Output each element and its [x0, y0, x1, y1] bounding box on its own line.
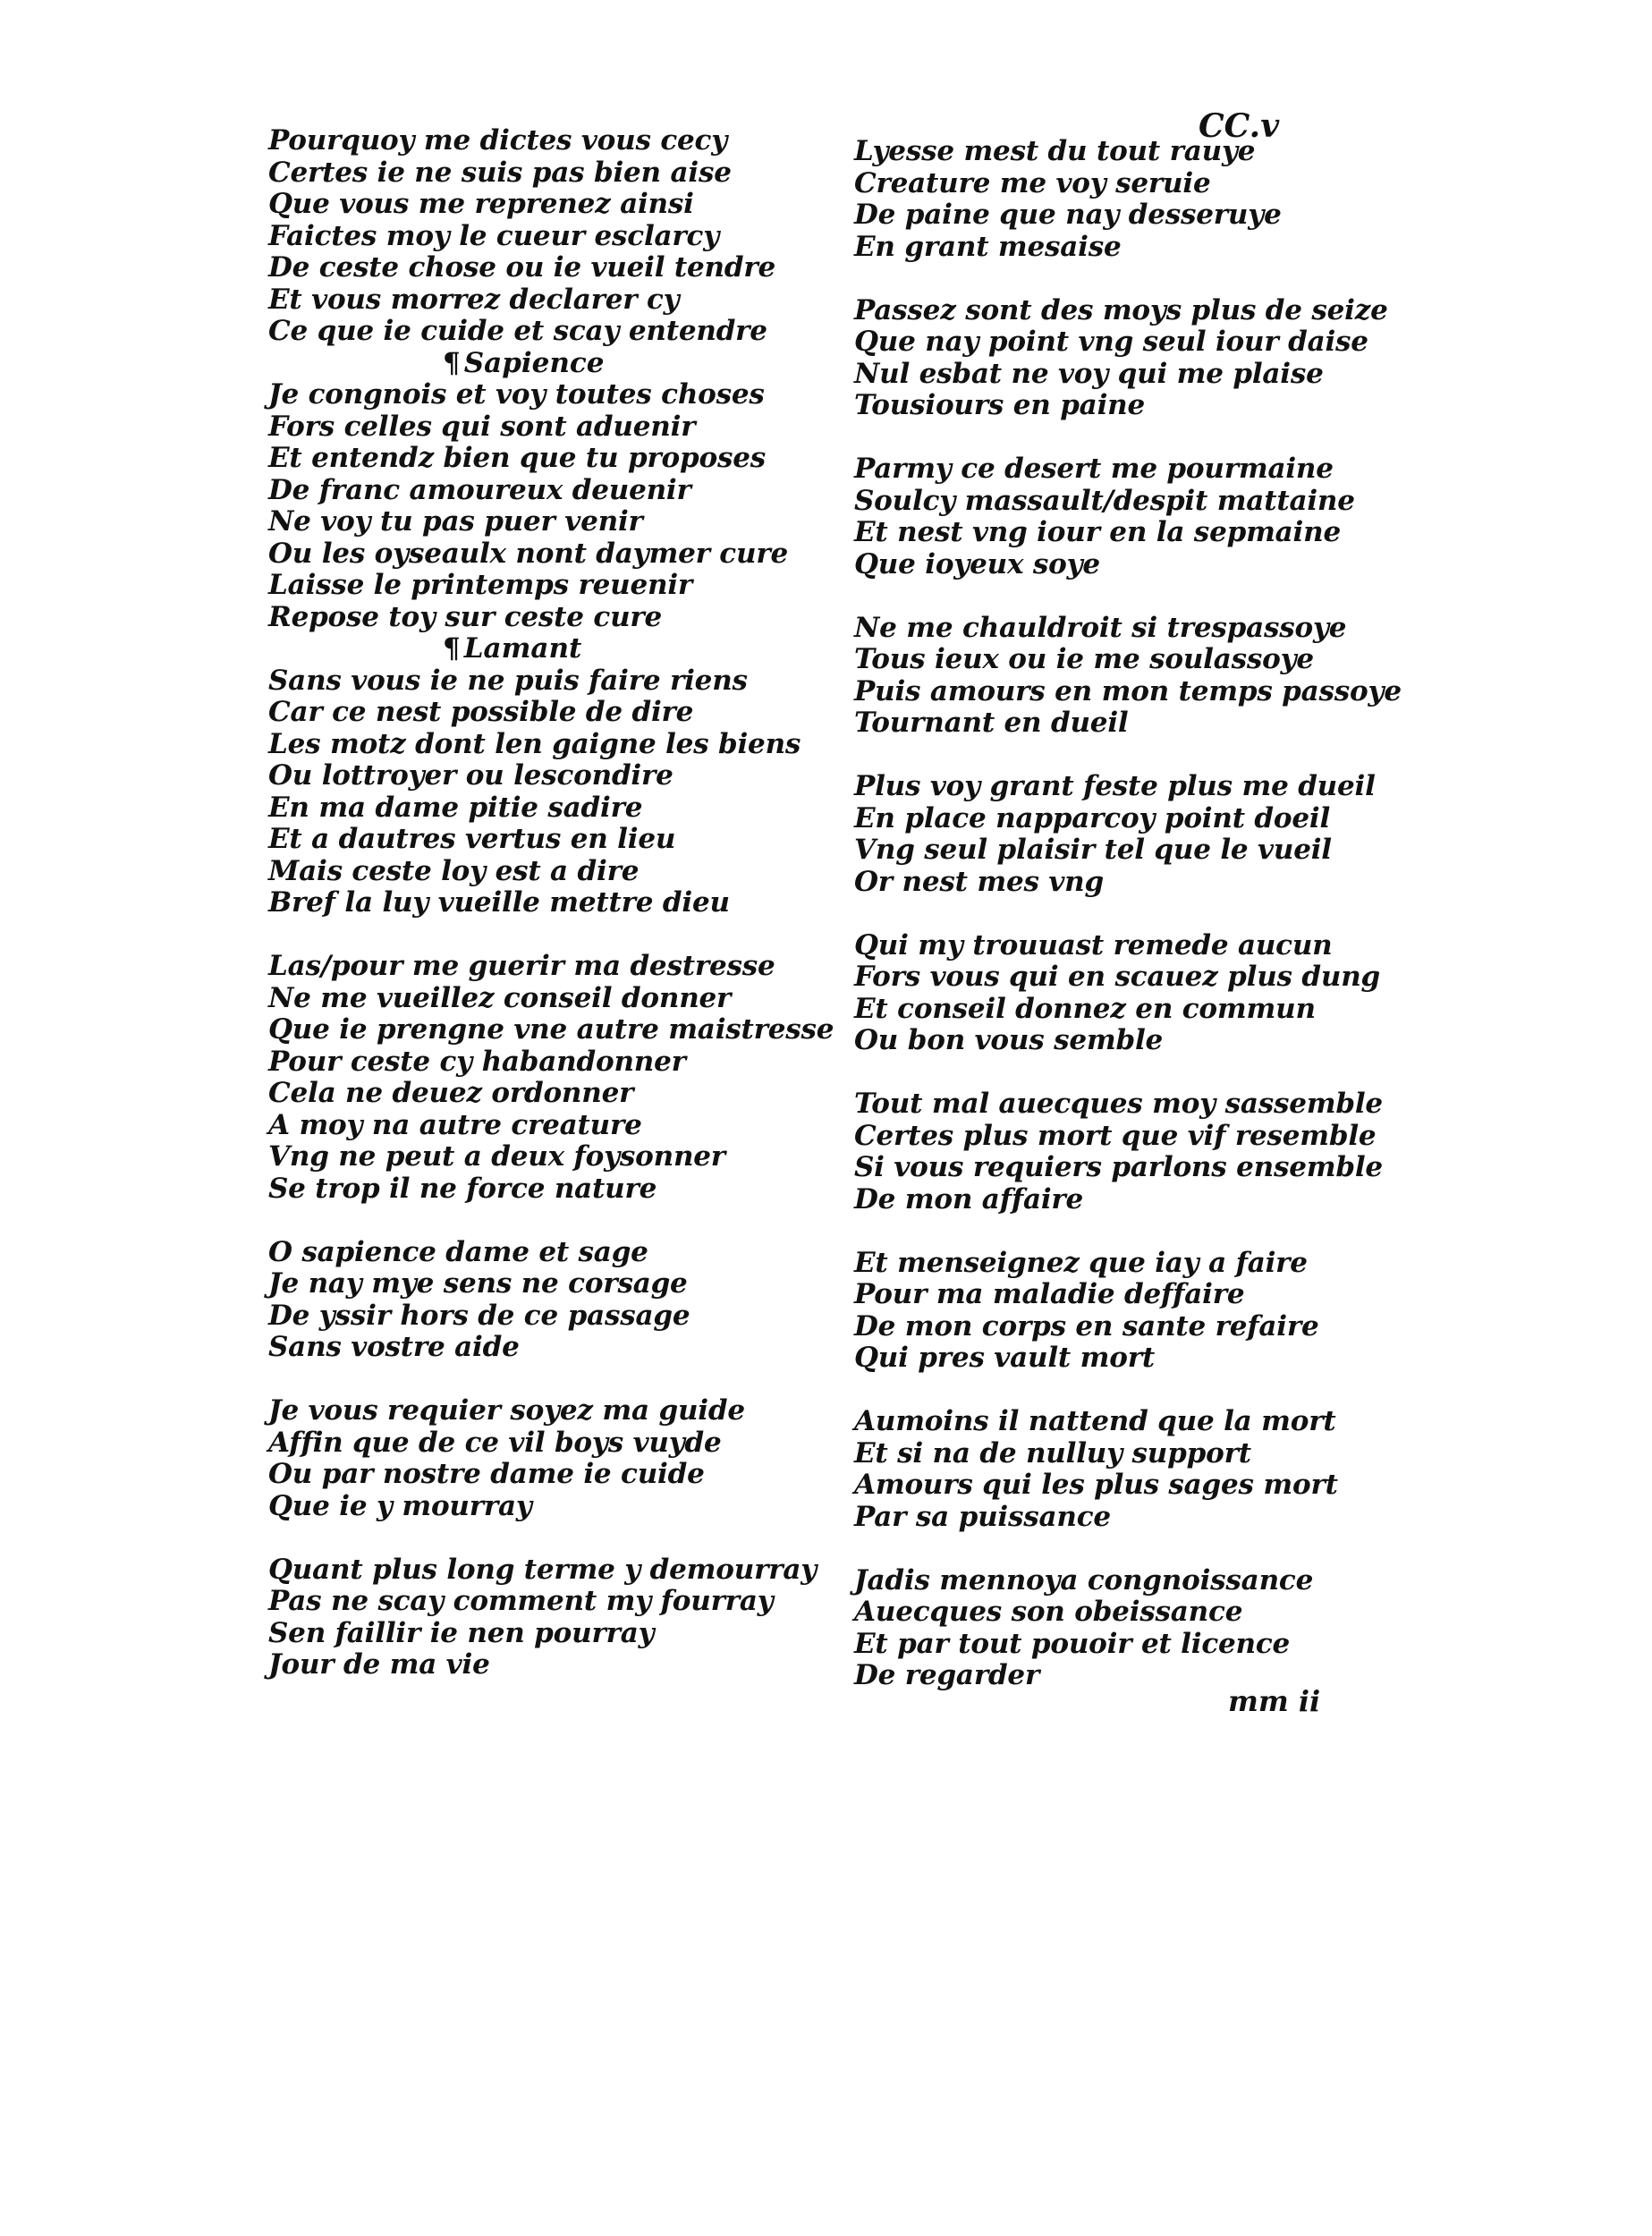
stanza-gap	[854, 898, 1498, 930]
verse-line: En grant mesaise	[854, 230, 1122, 263]
verse-line: Certes ie ne suis pas bien aise	[268, 156, 732, 189]
verse-line: Bref la luy vueille mettre dieu	[268, 886, 730, 919]
stanza-gap	[268, 1522, 912, 1554]
stanza-gap	[268, 1205, 912, 1237]
verse-line: Se trop il ne force nature	[268, 1172, 657, 1205]
verse-line: De yssir hors de ce passage	[268, 1299, 690, 1332]
verse-line: Passez sont des moys plus de seize	[854, 293, 1388, 326]
verse-line: Aumoins il nattend que la mort	[854, 1405, 1336, 1437]
verse-line: Tousiours en paine	[854, 389, 1146, 421]
verse-line: De paine que nay desseruye	[854, 199, 1282, 231]
stanza-gap	[268, 919, 912, 952]
verse-line: Ne voy tu pas puer venir	[268, 505, 643, 538]
verse-line: Ne me chauldroit si trespassoye	[854, 611, 1347, 644]
stanza-gap	[854, 422, 1498, 454]
verse-line: De regarder	[854, 1659, 1040, 1691]
verse-line: De franc amoureux deuenir	[268, 473, 691, 506]
verse-line: Je congnois et voy toutes choses	[268, 378, 765, 411]
verse-line: Les motz dont len gaigne les biens	[268, 727, 801, 760]
verse-line: Amours qui les plus sages mort	[854, 1469, 1338, 1501]
verse-line: Qui my trouuast remede aucun	[854, 928, 1333, 961]
verse-line: Jour de ma vie	[268, 1648, 490, 1681]
stanza-gap	[268, 1364, 912, 1396]
verse-line: Fors vous qui en scauez plus dung	[854, 961, 1381, 993]
verse-line: Fors celles qui sont aduenir	[268, 410, 696, 443]
verse-line: Parmy ce desert me pourmaine	[854, 453, 1334, 485]
speaker-heading	[268, 348, 912, 380]
verse-line: Que vous me reprenez ainsi	[268, 188, 694, 220]
verse-line: Quant plus long terme y demourray	[268, 1553, 818, 1586]
verse-line: Tout mal auecques moy sassemble	[854, 1088, 1383, 1120]
verse-line: De mon affaire	[854, 1182, 1084, 1215]
verse-line: Ne me vueillez conseil donner	[268, 981, 732, 1014]
verse-line: Ce que ie cuide et scay entendre	[268, 315, 767, 347]
verse-line: Lyesse mest du tout rauye	[854, 135, 1256, 167]
verse-line: A moy na autre creature	[268, 1108, 642, 1141]
verse-line: Affin que de ce vil boys vuyde	[268, 1426, 722, 1459]
stanza-gap	[854, 580, 1498, 613]
stanza-gap	[854, 1057, 1498, 1089]
verse-line: Pour ma maladie deffaire	[854, 1278, 1245, 1310]
stanza-gap	[854, 1533, 1498, 1565]
verse-line: Pas ne scay comment my fourray	[268, 1585, 774, 1617]
verse-line: En place napparcoy point doeil	[854, 801, 1331, 834]
verse-line: Que ie prengne vne autre maistresse	[268, 1013, 834, 1046]
verse-line: Que nay point vng seul iour daise	[854, 326, 1368, 358]
verse-line: Et si na de nulluy support	[854, 1436, 1251, 1469]
stanza-gap	[854, 740, 1498, 772]
verse-line: Et entendz bien que tu proposes	[268, 442, 767, 474]
right-column	[854, 136, 1498, 1692]
verse-line: Je nay mye sens ne corsage	[268, 1267, 688, 1300]
pilcrow-icon: ¶	[443, 346, 461, 379]
verse-line: Ou les oyseaulx nont daymer cure	[268, 537, 788, 570]
verse-line: Sans vostre aide	[268, 1331, 520, 1363]
verse-line: Et menseignez que iay a faire	[854, 1246, 1308, 1279]
verse-line: Car ce nest possible de dire	[268, 696, 694, 728]
speaker-name: Sapience	[463, 346, 605, 379]
speaker-name: Lamant	[463, 632, 582, 665]
verse-line: Certes plus mort que vif resemble	[854, 1119, 1377, 1152]
folio-number: CC.v	[1199, 107, 1280, 145]
verse-line: Tous ieux ou ie me soulassoye	[854, 643, 1314, 675]
verse-line: Laisse le printemps reuenir	[268, 569, 693, 601]
left-column	[268, 125, 912, 1681]
verse-line: Las/pour me guerir ma destresse	[268, 950, 775, 982]
verse-line: Qui pres vault mort	[854, 1342, 1155, 1374]
verse-line: Et a dautres vertus en lieu	[268, 823, 676, 855]
signature-mark: mm ii	[1228, 1684, 1321, 1718]
verse-line: Et vous morrez declarer cy	[268, 283, 680, 316]
verse-line: De mon corps en sante refaire	[854, 1309, 1319, 1342]
speaker-heading	[268, 633, 912, 665]
verse-line: Cela ne deuez ordonner	[268, 1077, 634, 1109]
stanza-gap	[854, 1215, 1498, 1248]
verse-line: Tournant en dueil	[854, 707, 1129, 739]
stanza-gap	[854, 1375, 1498, 1407]
verse-line: Pour ceste cy habandonner	[268, 1045, 686, 1078]
verse-line: Nul esbat ne voy qui me plaise	[854, 357, 1324, 390]
verse-line: Or nest mes vng	[854, 865, 1104, 898]
verse-line: Pourquoy me dictes vous cecy	[268, 124, 728, 157]
verse-line: Soulcy massault/despit mattaine	[854, 484, 1355, 517]
verse-line: Je vous requier soyez ma guide	[268, 1394, 745, 1427]
verse-line: De ceste chose ou ie vueil tendre	[268, 251, 775, 284]
verse-line: Et nest vng iour en la sepmaine	[854, 516, 1341, 548]
verse-line: Auecques son obeissance	[854, 1596, 1243, 1628]
verse-line: Faictes moy le cueur esclarcy	[268, 219, 720, 252]
verse-line: Ou lottroyer ou lescondire	[268, 759, 674, 792]
verse-line: Repose toy sur ceste cure	[268, 600, 663, 633]
verse-line: En ma dame pitie sadire	[268, 791, 643, 824]
verse-line: Ou par nostre dame ie cuide	[268, 1458, 705, 1490]
verse-line: O sapience dame et sage	[268, 1235, 648, 1268]
verse-line: Vng seul plaisir tel que le vueil	[854, 834, 1332, 866]
verse-line: Par sa puissance	[854, 1500, 1111, 1533]
verse-line: Sen faillir ie nen pourray	[268, 1616, 655, 1649]
verse-line: Que ioyeux soye	[854, 547, 1100, 580]
verse-line: Et par tout pouoir et licence	[854, 1627, 1291, 1660]
verse-line: Plus voy grant feste plus me dueil	[854, 770, 1376, 802]
verse-line: Ou bon vous semble	[854, 1024, 1164, 1056]
stanza-gap	[854, 263, 1498, 295]
verse-line: Creature me voy seruie	[854, 166, 1211, 199]
verse-line: Sans vous ie ne puis faire riens	[268, 664, 748, 697]
verse-line: Jadis mennoya congnoissance	[854, 1563, 1314, 1597]
verse-line: Et conseil donnez en commun	[854, 992, 1316, 1025]
pilcrow-icon: ¶	[443, 632, 461, 665]
verse-line: Que ie y mourray	[268, 1489, 532, 1522]
verse-line: Mais ceste loy est a dire	[268, 854, 640, 887]
verse-line: Vng ne peut a deux foysonner	[268, 1140, 725, 1173]
verse-line: Si vous requiers parlons ensemble	[854, 1151, 1383, 1183]
verse-line: Puis amours en mon temps passoye	[854, 674, 1402, 707]
